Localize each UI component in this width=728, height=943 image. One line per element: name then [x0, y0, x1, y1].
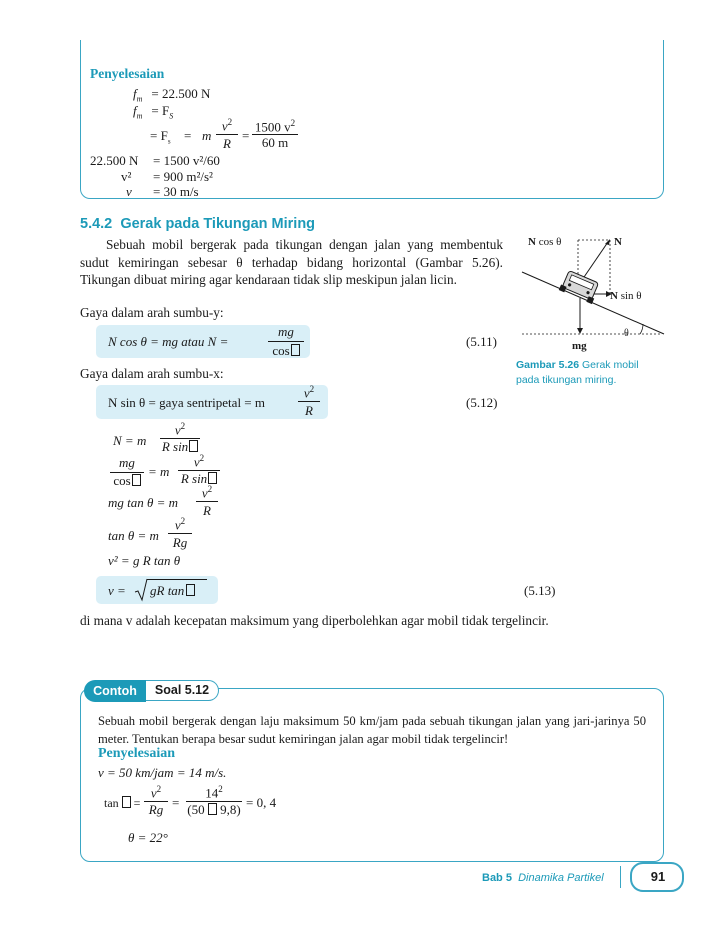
- y-axis-label: Gaya dalam arah sumbu-y:: [80, 305, 224, 320]
- frac-bar: [216, 134, 238, 135]
- deriv-3-den: R: [203, 503, 211, 518]
- footer-divider: [620, 866, 621, 888]
- deriv-2-lnum: mg: [119, 455, 135, 470]
- deriv-5: v² = g R tan θ: [108, 553, 181, 568]
- example-frac2-den: (50 9,8): [187, 802, 241, 817]
- deriv-2-eq: = m: [148, 464, 170, 479]
- frac-den: R: [223, 136, 231, 151]
- frac-den: 60 m: [261, 135, 289, 150]
- eq-fm-1: $f_m = 22.500$ N: [133, 86, 211, 104]
- eq-v-lhs: v: [126, 184, 132, 199]
- example-problem-text: Sebuah mobil bergerak dengan laju maksimum 50 km/jam pada sebuah tikungan jalan yang jari-jarinya 50 meter. Tentukan berapa besar sudut kemiringan jalan agar mobil tidak tergelincir!: [98, 714, 646, 746]
- deriv-1-lhs: N = m: [113, 433, 147, 448]
- deriv-3-num: $v^2$: [201, 484, 213, 501]
- frac-bar: [196, 501, 218, 502]
- solution-heading: Penyelesaian: [90, 66, 165, 81]
- eq-512-number: (5.12): [466, 395, 498, 410]
- sqrt-bar: [147, 579, 207, 580]
- example-frac1-num: $v^2$: [150, 784, 162, 801]
- frac-v2-over-r: $v^2$: [221, 117, 233, 134]
- deriv-4-lhs: tan θ = m: [108, 528, 159, 543]
- eq-v-rhs: = 30 m/s: [153, 184, 199, 199]
- eq-sign: =: [242, 128, 250, 143]
- example-frac1-den: Rg: [148, 802, 164, 817]
- eq-511-num: mg: [278, 324, 294, 339]
- label-ncos: N cos θ: [528, 236, 562, 248]
- eq-fm-2: $f_m = F_S$: [133, 103, 174, 121]
- eq-512-lhs: N sin θ = gaya sentripetal = m: [108, 395, 265, 410]
- footer-chapter: Bab 5 Dinamika Partikel: [482, 872, 604, 884]
- example-velocity: v = 50 km/jam = 14 m/s.: [98, 765, 227, 780]
- mass-symbol: m: [202, 128, 212, 143]
- frac-bar: [298, 401, 320, 402]
- deriv-4-num: $v^2$: [174, 516, 186, 533]
- example-solution-heading: Penyelesaian: [98, 746, 175, 761]
- deriv-2-num: $v^2$: [193, 453, 205, 470]
- deriv-2-lden: cos: [110, 473, 144, 489]
- eq-fs: = $F_s$: [150, 128, 171, 146]
- eq-512-den: R: [305, 403, 313, 418]
- frac-1500: 1500 $v^2$: [254, 118, 296, 135]
- example-tab-contoh: Contoh: [84, 680, 146, 702]
- x-axis-label: Gaya dalam arah sumbu-x:: [80, 366, 224, 381]
- page-number: 91: [650, 869, 666, 884]
- frac-bar: [268, 341, 304, 342]
- eq-513-radicand: gR tan: [150, 583, 195, 599]
- example-frac2-num: $14^2$: [205, 784, 223, 801]
- label-n: N: [614, 236, 622, 248]
- eq-512-num: $v^2$: [303, 384, 315, 401]
- section-paragraph: Sebuah mobil bergerak pada tikungan dengan jalan yang membentuk sudut kemiringan sebesar θ terhadap bidang horizontal (Gambar 5.26). Tikungan dibuat miring agar kendaraan tidak slip meskipun jalan licin.: [80, 237, 503, 287]
- eq-sign: =: [184, 128, 192, 143]
- eq-v2-lhs: v²: [121, 169, 132, 184]
- deriv-2-den: R sin: [178, 471, 220, 487]
- section-heading: 5.4.2 Gerak pada Tikungan Miring: [80, 216, 316, 232]
- eq-v2-rhs: = 900 m²/s²: [153, 169, 213, 184]
- deriv-1-den: R sin: [160, 439, 200, 455]
- label-mg: mg: [572, 340, 587, 352]
- eq-sign: =: [172, 795, 180, 810]
- frac-bar: [168, 533, 192, 534]
- deriv-3-lhs: mg tan θ = m: [108, 495, 179, 510]
- eq-513-number: (5.13): [524, 583, 556, 598]
- figure-caption: Gambar 5.26 Gerak mobil pada tikungan miring.: [516, 359, 639, 386]
- eq-511-number: (5.11): [466, 334, 497, 349]
- eq-513-lhs: v =: [108, 583, 126, 598]
- example-result: = 0, 4: [246, 795, 277, 810]
- eq-22500-rhs: = 1500 v²/60: [153, 153, 220, 168]
- eq-511-lhs: N cos θ = mg atau N =: [108, 334, 229, 349]
- deriv-1-num: $v^2$: [174, 421, 186, 438]
- closing-paragraph: di mana v adalah kecepatan maksimum yang diperbolehkan agar mobil tidak tergelincir.: [80, 613, 549, 628]
- eq-22500-lhs: 22.500 N: [90, 153, 139, 168]
- sqrt-icon: [134, 578, 148, 602]
- example-tab-soal: Soal 5.12: [146, 680, 219, 701]
- label-nsin: N sin θ: [610, 290, 642, 302]
- eq-511-den: cos: [268, 343, 304, 359]
- example-theta: θ = 22°: [128, 830, 168, 845]
- deriv-4-den: Rg: [172, 535, 188, 550]
- example-tan-lhs: tan =: [104, 796, 141, 810]
- label-theta: θ: [624, 328, 629, 339]
